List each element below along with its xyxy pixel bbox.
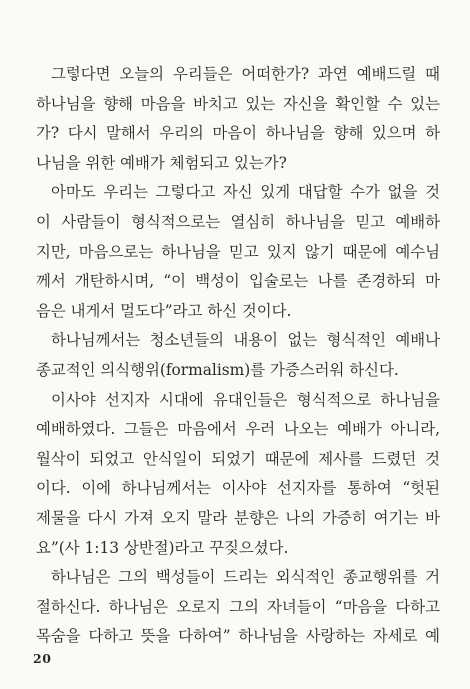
text-line: 이 사람들이 형식적으로는 열심히 하나님을 믿고 예배하	[36, 212, 440, 231]
text-line: 월삭이 되었고 안식일이 되었기 때문에 제사를 드렸던 것	[36, 449, 440, 468]
text-line: 예배하였다. 그들은 마음에서 우러 나오는 예배가 아니라,	[36, 420, 440, 439]
text-line: 하나님께서는 청소년들의 내용이 없는 형식적인 예배나	[51, 331, 440, 350]
paragraph-5	[36, 563, 440, 652]
text-line: 하나님을 향해 마음을 바치고 있는 자신을 확인할 수 있는	[36, 94, 440, 113]
body-text	[36, 60, 440, 652]
text-line: 종교적인 의식행위(formalism)를 가증스러워 하신다.	[36, 360, 399, 379]
text-line: 목숨을 다하고 뜻을 다하여” 하나님을 사랑하는 자세로 예	[36, 627, 440, 646]
text-line: 절하신다. 하나님은 오로지 그의 자녀들이 “마음을 다하고	[36, 597, 440, 616]
text-line: 가? 다시 말해서 우리의 마음이 하나님을 향해 있으며 하	[36, 124, 440, 143]
text-line: 이사야 선지자 시대에 유대인들은 형식적으로 하나님을	[51, 390, 440, 409]
text-line: 제물을 다시 가져 오지 말라 분향은 나의 가증히 여기는 바	[36, 508, 440, 527]
text-line: 지만, 마음으로는 하나님을 믿고 있지 않기 때문에 예수님	[36, 242, 440, 261]
text-line: 나님을 위한 예배가 체험되고 있는가?	[36, 153, 287, 172]
paragraph-1	[36, 60, 440, 178]
text-line: 께서 개탄하시며, “이 백성이 입술로는 나를 존경하되 마	[36, 272, 440, 291]
text-line: 하나님은 그의 백성들이 드리는 외식적인 종교행위를 거	[51, 568, 440, 587]
text-line: 그렇다면 오늘의 우리들은 어떠한가? 과연 예배드릴 때	[51, 65, 440, 83]
text-line: 이다. 이에 하나님께서는 이사야 선지자를 통하여 “헛된	[36, 479, 440, 498]
text-line: 음은 내게서 멀도다”라고 하신 것이다.	[36, 301, 292, 320]
text-line: 아마도 우리는 그렇다고 자신 있게 대답할 수가 없을 것	[51, 183, 440, 202]
text-line: 요”(사 1:13 상반절)라고 꾸짖으셨다.	[36, 538, 289, 557]
page-number: 20	[33, 651, 52, 666]
paragraph-2	[36, 178, 440, 326]
paragraph-3	[36, 326, 440, 385]
paragraph-4	[36, 386, 440, 564]
